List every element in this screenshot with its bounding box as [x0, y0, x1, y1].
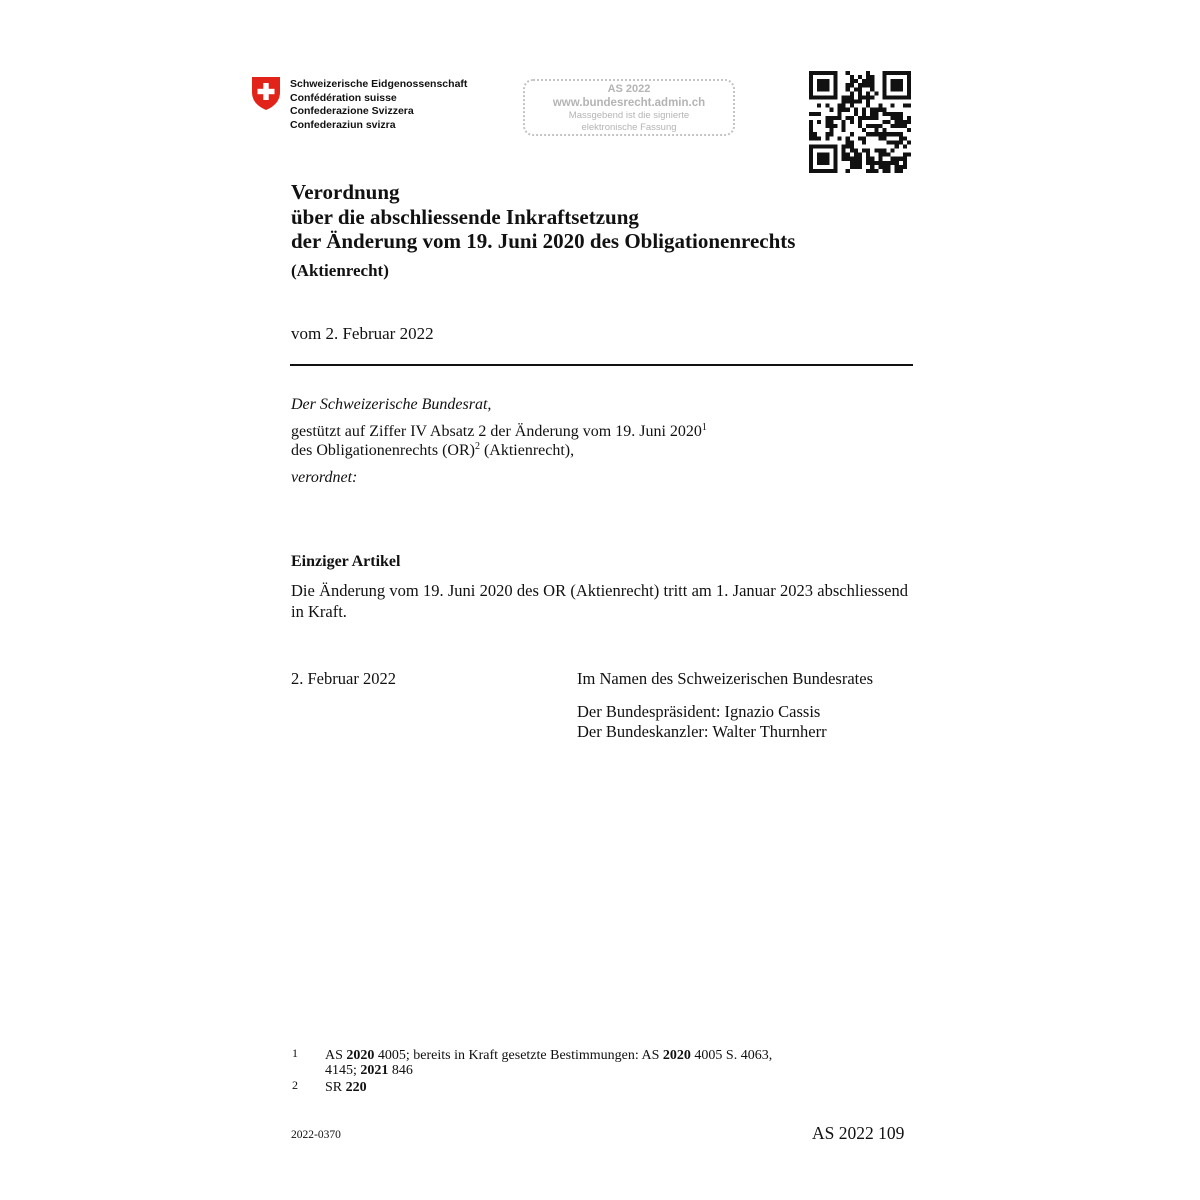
footnote-ref-1[interactable]: 1 — [701, 422, 707, 433]
article-title: Einziger Artikel — [291, 553, 401, 570]
footnote-number-1: 1 — [292, 1046, 298, 1060]
official-publication-stamp — [523, 79, 735, 136]
legal-basis-text-2b: (Aktienrecht), — [479, 442, 575, 459]
stamp-collection: AS 2022 — [607, 83, 651, 95]
footnote-number-2: 2 — [292, 1078, 298, 1092]
document-subtitle: (Aktienrecht) — [291, 261, 389, 280]
fn-text: 4005; bereits in Kraft gesetzte Bestimmungen: AS — [374, 1048, 663, 1063]
title-line-3: der Änderung vom 19. Juni 2020 des Obligationenrechts — [291, 229, 796, 253]
fn-text: 846 — [388, 1063, 413, 1078]
signature-chancellor: Der Bundeskanzler: Walter Thurnherr — [577, 722, 827, 741]
fn-year: 2020 — [662, 1048, 691, 1063]
fn-number: 220 — [345, 1080, 367, 1095]
title-line-1: Verordnung — [291, 180, 400, 204]
fn-year: 2021 — [360, 1063, 389, 1078]
title-divider — [290, 364, 913, 366]
as-reference: AS 2022 109 — [812, 1123, 905, 1143]
legal-basis-line-1 — [291, 422, 707, 442]
footnote-2-line-1 — [325, 1080, 367, 1096]
signature-date: 2. Februar 2022 — [291, 669, 396, 688]
confederation-line-fr: Confédération suisse — [290, 91, 397, 104]
decree-word: verordnet: — [291, 469, 358, 486]
legal-basis-text-1: gestützt auf Ziffer IV Absatz 2 der Änderung vom 19. Juni 2020 — [291, 423, 702, 440]
confederation-line-it: Confederazione Svizzera — [290, 105, 414, 117]
confederation-line-de: Schweizerische Eidgenossenschaft — [290, 78, 468, 90]
footnote-1-line-2 — [325, 1063, 413, 1079]
document-number: 2022-0370 — [291, 1129, 341, 1141]
stamp-website: www.bundesrecht.admin.ch — [552, 97, 706, 109]
fn-year: 2020 — [346, 1048, 375, 1063]
footnote-ref-2[interactable]: 2 — [474, 441, 480, 452]
document-date: vom 2. Februar 2022 — [291, 324, 434, 343]
swiss-coat-of-arms-icon — [251, 75, 281, 111]
fn-text: 4005 S. 4063, — [690, 1048, 773, 1063]
title-line-2: über die abschliessende Inkraftsetzung — [291, 204, 639, 229]
fn-text: SR — [325, 1080, 346, 1095]
fn-text: 4145; — [325, 1063, 361, 1078]
document-title — [291, 180, 795, 254]
legal-basis-text-2a: des Obligationenrechts (OR) — [291, 442, 475, 459]
signature-president: Der Bundespräsident: Ignazio Cassis — [577, 702, 821, 721]
fn-text: AS — [325, 1048, 347, 1063]
signature-on-behalf: Im Namen des Schweizerischen Bundesrates — [577, 669, 873, 688]
stamp-note-line1: Massgebend ist die signierte — [568, 110, 690, 121]
confederation-line-rm: Confederaziun svizra — [290, 118, 396, 131]
stamp-note-line2: elektronische Fassung — [581, 121, 677, 133]
confederation-name-block — [290, 78, 467, 132]
footnote-1-line-1 — [325, 1048, 772, 1064]
legal-basis-line-2 — [291, 441, 574, 461]
qr-code-icon — [809, 71, 911, 173]
issuer: Der Schweizerische Bundesrat, — [291, 396, 492, 413]
article-body: Die Änderung vom 19. Juni 2020 des OR (Aktienrecht) tritt am 1. Januar 2023 abschliessend in Kraft. — [291, 581, 908, 621]
